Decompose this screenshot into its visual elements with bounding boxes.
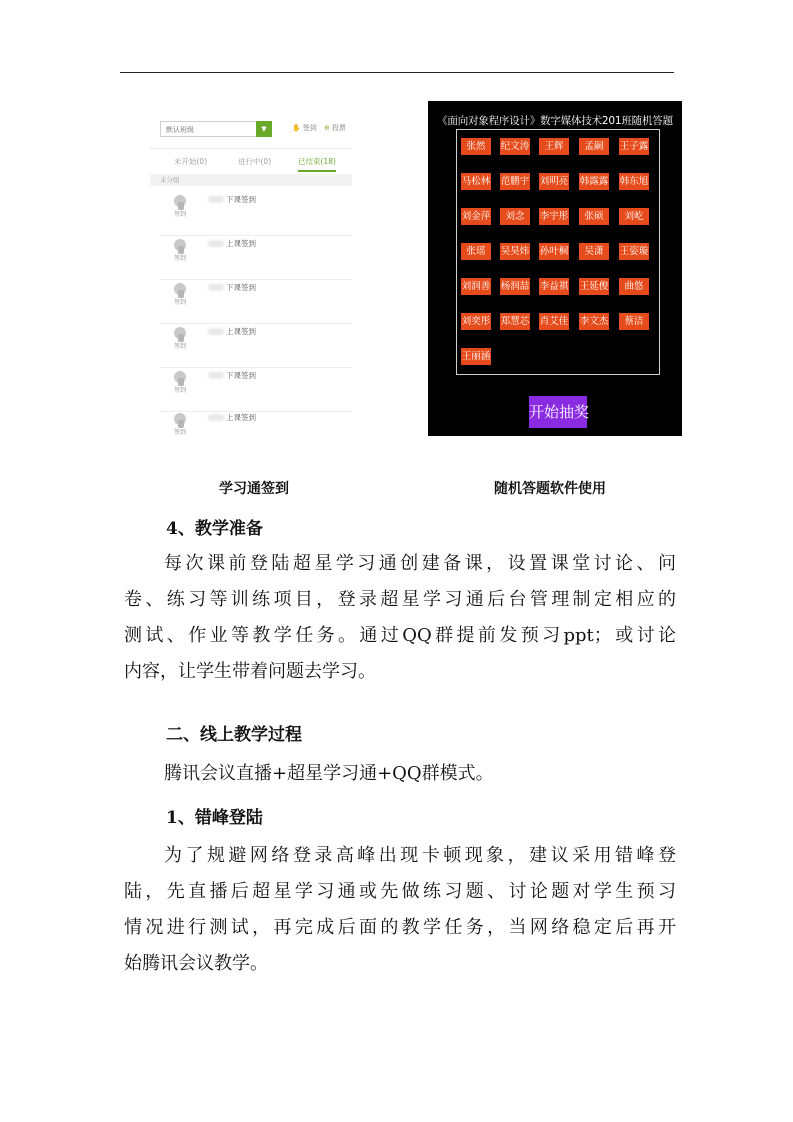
right-caption: 随机答题软件使用 xyxy=(494,481,606,497)
activity-row[interactable] xyxy=(150,324,352,368)
student-name-chip: 刘屹 xyxy=(619,208,649,225)
student-name-chip: 马松林 xyxy=(461,173,491,190)
toolbar-divider xyxy=(150,148,352,149)
activity-row[interactable] xyxy=(150,280,352,324)
student-name-chip: 曲悠 xyxy=(619,278,649,295)
student-name-chip: 张然 xyxy=(461,138,491,155)
student-name-chip: 肖艾佳 xyxy=(539,313,569,330)
student-name-chip: 蔡洁 xyxy=(619,313,649,330)
signin-icon: ✋ xyxy=(292,124,301,132)
student-name-chip: 张瑶 xyxy=(461,243,491,260)
signin-tool-button[interactable] xyxy=(292,123,317,133)
paragraph-line: 内容，让学生带着问题去学习。 xyxy=(124,661,376,682)
student-name-chip: 王辉 xyxy=(539,138,569,155)
activity-title: 上课签到 xyxy=(226,327,256,336)
activity-row[interactable] xyxy=(150,236,352,280)
student-name-chip: 韩东旭 xyxy=(619,173,649,190)
activity-type-label: 签到 xyxy=(174,429,187,436)
start-draw-button[interactable]: 开始抽奖 xyxy=(529,396,587,428)
student-name-chip: 李益祺 xyxy=(539,278,569,295)
activity-type-label: 签到 xyxy=(174,343,187,350)
student-name-chip: 李文杰 xyxy=(579,313,609,330)
student-name-chip: 刘金萍 xyxy=(461,208,491,225)
student-name-chip: 刘明亮 xyxy=(539,173,569,190)
hand-icon xyxy=(174,239,186,251)
hand-icon xyxy=(174,413,186,425)
student-name-chip: 李宇彤 xyxy=(539,208,569,225)
xuexitong-screenshot xyxy=(150,112,352,438)
blurred-name xyxy=(208,328,224,335)
paragraph-line: 卷、练习等训练项目，登录超星学习通后台管理制定相应的 xyxy=(124,589,676,610)
student-name-chip: 王姿璇 xyxy=(619,243,649,260)
blurred-name xyxy=(208,372,224,379)
paragraph-line: 为了规避网络登录高峰出现卡顿现象，建议采用错峰登 xyxy=(164,845,676,866)
student-name-chip: 韩露露 xyxy=(579,173,609,190)
student-name-chip: 刘奕彤 xyxy=(461,313,491,330)
student-name-chip: 郑慧芯 xyxy=(500,313,530,330)
paragraph-line: 测试、作业等教学任务。通过QQ群提前发预习ppt；或讨论 xyxy=(124,625,676,646)
class-select[interactable] xyxy=(160,121,272,137)
student-name-chip: 纪文涛 xyxy=(500,138,530,155)
hand-icon xyxy=(174,283,186,295)
vote-tool-button[interactable] xyxy=(324,123,346,133)
activity-type-label: 签到 xyxy=(174,299,187,306)
random-quiz-screenshot xyxy=(428,101,682,436)
student-name-chip: 刘念 xyxy=(500,208,530,225)
hand-icon xyxy=(174,327,186,339)
student-name-chip: 孟嗣 xyxy=(579,138,609,155)
blurred-name xyxy=(208,240,224,247)
activity-type-label: 签到 xyxy=(174,211,187,218)
blurred-name xyxy=(208,284,224,291)
student-name-chip: 吴昊炜 xyxy=(500,243,530,260)
activity-title: 下课签到 xyxy=(226,195,256,204)
student-name-chip: 张硕 xyxy=(579,208,609,225)
activity-title: 下课签到 xyxy=(226,371,256,380)
section-paragraph xyxy=(124,756,676,792)
paragraph-line: 腾讯会议直播+超星学习通+QQ群模式。 xyxy=(164,763,494,784)
student-name-chip: 吴潇 xyxy=(579,243,609,260)
tab-ended[interactable]: 已结束(18) xyxy=(298,156,336,172)
activity-title: 下课签到 xyxy=(226,283,256,292)
activity-row[interactable] xyxy=(150,192,352,236)
quiz-title: 《面向对象程序设计》数字媒体技术201班随机答题 xyxy=(437,115,673,127)
hand-icon xyxy=(174,371,186,383)
section-heading: 4、教学准备 xyxy=(166,519,263,539)
activity-type-label: 签到 xyxy=(174,387,187,394)
class-select-value: 默认班级 xyxy=(166,126,194,134)
hand-icon xyxy=(174,195,186,207)
group-label: 未分组 xyxy=(150,174,352,186)
chevron-down-icon[interactable]: ▼ xyxy=(256,121,272,137)
paragraph-line: 陆，先直播后超星学习通或先做练习题、讨论题对学生预习 xyxy=(124,881,676,902)
student-name-chip: 刘润善 xyxy=(461,278,491,295)
activity-row[interactable] xyxy=(150,368,352,412)
vote-tool-label: 投票 xyxy=(331,124,346,132)
section-paragraph xyxy=(124,546,676,690)
paragraph-line: 情况进行测试，再完成后面的教学任务，当网络稳定后再开 xyxy=(124,917,676,938)
vote-icon: ⊕ xyxy=(324,124,330,132)
section-heading: 二、线上教学过程 xyxy=(166,725,302,745)
paragraph-line: 始腾讯会议教学。 xyxy=(124,953,268,974)
section-heading: 1、错峰登陆 xyxy=(166,808,263,828)
blurred-name xyxy=(208,414,224,421)
status-tabs xyxy=(158,156,352,174)
student-name-chip: 王子露 xyxy=(619,138,649,155)
paragraph-line: 每次课前登陆超星学习通创建备课，设置课堂讨论、问 xyxy=(164,553,676,574)
blurred-name xyxy=(208,196,224,203)
xuexitong-toolbar xyxy=(156,121,352,143)
student-name-chip: 范鹏宇 xyxy=(500,173,530,190)
activity-title: 上课签到 xyxy=(226,239,256,248)
student-name-chip: 王延俊 xyxy=(579,278,609,295)
left-caption: 学习通签到 xyxy=(219,481,289,497)
tab-not-started[interactable]: 未开始(0) xyxy=(174,157,208,166)
section-paragraph xyxy=(124,838,676,982)
tab-in-progress[interactable]: 进行中(0) xyxy=(238,157,272,166)
activity-title: 上课签到 xyxy=(226,413,256,422)
student-name-chip: 孙叶桐 xyxy=(539,243,569,260)
activity-row[interactable] xyxy=(150,410,352,438)
student-name-chip: 王丽涵 xyxy=(461,348,491,365)
activity-type-label: 签到 xyxy=(174,255,187,262)
student-name-chip: 杨润喆 xyxy=(500,278,530,295)
signin-tool-label: 签到 xyxy=(302,124,317,132)
header-rule xyxy=(120,72,674,73)
